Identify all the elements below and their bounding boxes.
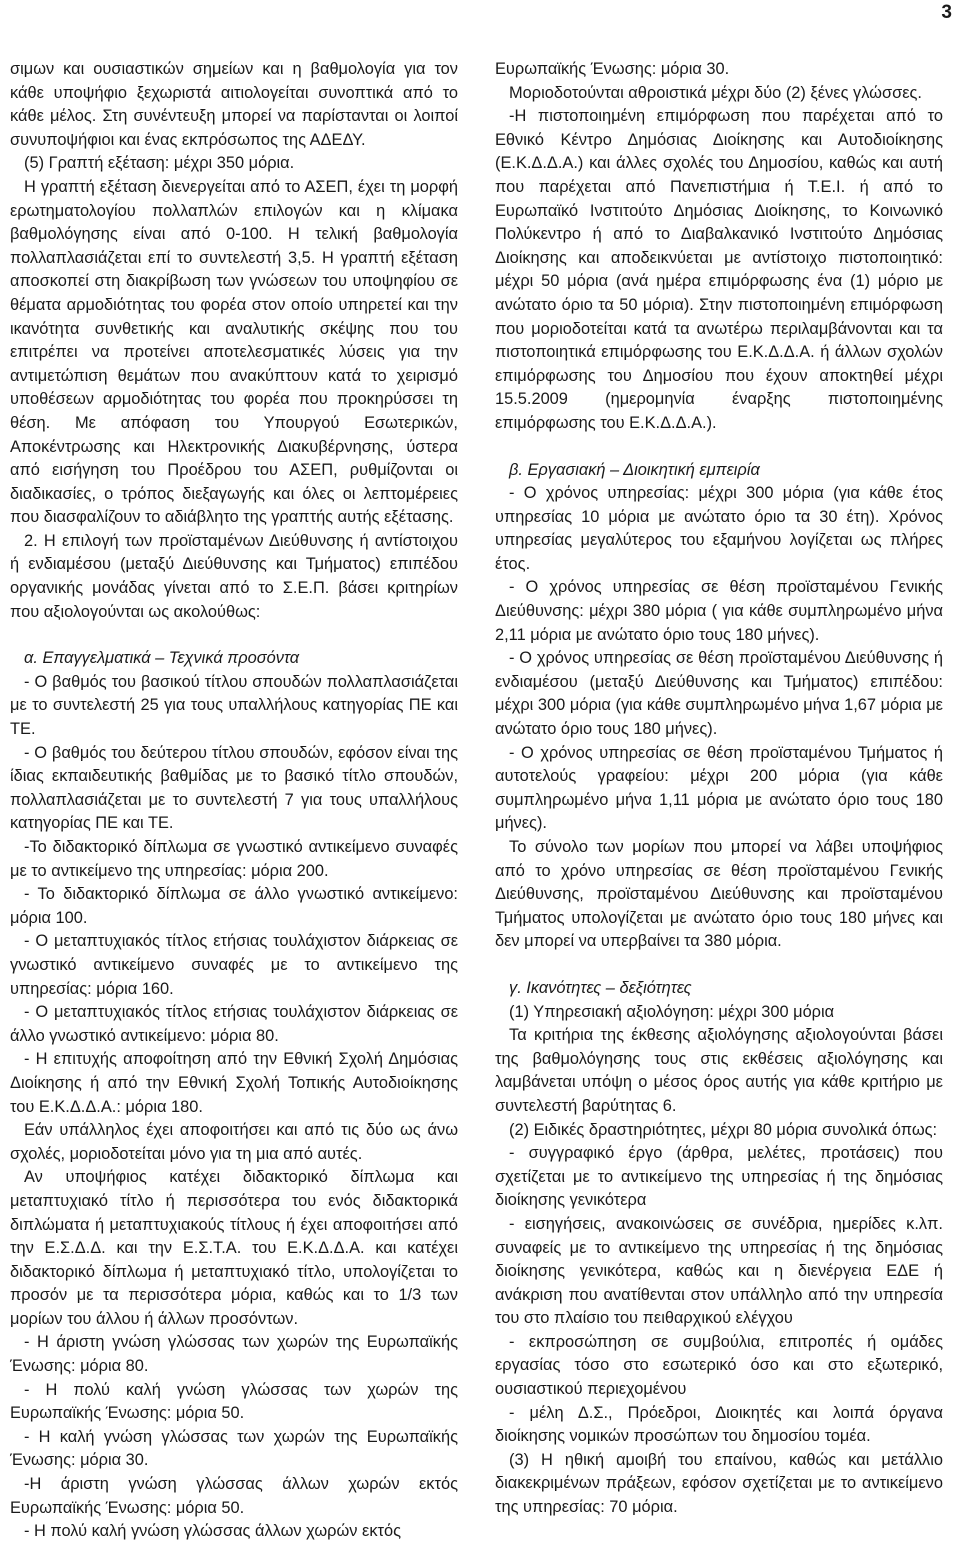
paragraph: - Ο βαθμός του βασικού τίτλου σπουδών πολλαπλασιάζεται με το συντελεστή 25 για τους υπαλλήλους κατηγορίας ΠΕ και ΤΕ. xyxy=(10,672,458,739)
paragraph: Το σύνολο των μορίων που μπορεί να λάβει υποψήφιος από το χρόνο υπηρεσίας σε θέση προϊσταμένου Γενικής Διεύθυνσης, προϊσταμένου Διεύθυνσης και προϊσταμένου Τμήματος υπολογίζεται με ανώτατο όριο τους 180 μήνες και δεν μπορεί να υπερβαίνει τα 380 μόρια. xyxy=(495,838,943,951)
paragraph: - Η πολύ καλή γνώση γλώσσας άλλων χωρών εκτός xyxy=(24,1522,401,1541)
paragraph-gap xyxy=(495,436,943,459)
paragraph: Τα κριτήρια της έκθεσης αξιολόγησης αξιολογούνται βάσει της βαθμολόγησης τους στις εκθέσεις αξιολόγησης και λαμβάνεται υπόψη ο μέσος όρος αυτής για κάθε κριτήριο με συντελεστή βαρύτητας 6. xyxy=(495,1026,943,1115)
paragraph: Ευρωπαϊκής Ένωσης: μόρια 30. xyxy=(495,60,730,78)
paragraph: - Ο χρόνος υπηρεσίας σε θέση προϊσταμένου Διεύθυνσης ή ενδιαμέσου (μεταξύ Διεύθυνσης και Τμήματος) επιπέδου: μέχρι 300 μόρια (για κάθε συμπληρωμένο μήνα 1,67 μόρια με ανώτατο όριο τους 180 μήνες). xyxy=(495,649,943,739)
section-heading: γ. Ικανότητες – δεξιότητες xyxy=(509,978,692,997)
paragraph: - Ο χρόνος υπηρεσίας σε θέση προϊσταμένου Τμήματος ή αυτοτελούς γραφείου: μέχρι 200 μόρια (για κάθε συμπληρωμένο μήνα 1,11 μόρια με ανώτατο όριο τους 180 μήνες). xyxy=(495,743,943,833)
paragraph: - Ο χρόνος υπηρεσίας: μέχρι 300 μόρια (για κάθε έτος υπηρεσίας 10 μόρια με ανώτατο όριο τα 30 έτη). Χρόνος υπηρεσίας μεγαλύτερος του εξαμήνου λογίζεται ως πλήρες έτος. xyxy=(495,484,943,573)
section-heading: α. Επαγγελματικά – Τεχνικά προσόντα xyxy=(24,649,300,668)
paragraph: Μοριοδοτούνται αθροιστικά μέχρι δύο (2) ξένες γλώσσες. xyxy=(509,83,922,102)
paragraph: - Ο χρόνος υπηρεσίας σε θέση προϊσταμένου Γενικής Διεύθυνσης: μέχρι 380 μόρια ( για κάθε συμπληρωμένο μήνα 2,11 μόρια με ανώτατο όριο τους 180 μήνες). xyxy=(495,578,943,644)
paragraph-gap xyxy=(495,954,943,977)
paragraph: (2) Ειδικές δραστηριότητες, μέχρι 80 μόρια συνολικά όπως: xyxy=(509,1120,938,1139)
paragraph: - Το διδακτορικό δίπλωμα σε άλλο γνωστικό αντικείμενο: μόρια 100. xyxy=(10,885,458,927)
right-column xyxy=(495,58,943,1520)
paragraph: - Ο μεταπτυχιακός τίτλος ετήσιας τουλάχιστον διάρκειας σε άλλο γνωστικό αντικείμενο: μόρια 80. xyxy=(10,1003,458,1045)
paragraph: - Ο βαθμός του δεύτερου τίτλου σπουδών, εφόσον είναι της ίδιας εκπαιδευτικής βαθμίδας με το βασικό τίτλο σπουδών, πολλαπλασιάζεται με το συντελεστή 7 για τους υπαλλήλους κατηγορίας ΠΕ και ΤΕ. xyxy=(10,743,458,833)
paragraph: σιμων και ουσιαστικών σημείων και η βαθμολογία για τον κάθε υποψήφιο ξεχωριστά αιτιολογείται συνοπτικά από το κάθε μέλος. Στη συνέντευξη μπορεί να παρίστανται οι λοιποί συνυποψήφιοι και ένας εκπρόσωπος της ΑΔΕΔΥ. xyxy=(10,60,458,149)
paragraph: - μέλη Δ.Σ., Πρόεδροι, Διοικητές και λοιπά όργανα διοίκησης νομικών προσώπων του δημοσίου τομέα. xyxy=(495,1403,943,1446)
paragraph: - Η καλή γνώση γλώσσας των χωρών της Ευρωπαϊκής Ένωσης: μόρια 30. xyxy=(10,1427,458,1470)
page-number: 3 xyxy=(941,2,952,23)
paragraph: - Η άριστη γνώση γλώσσας των χωρών της Ευρωπαϊκής Ένωσης: μόρια 80. xyxy=(10,1333,458,1376)
paragraph: - συγγραφικό έργο (άρθρα, μελέτες, προτάσεις) που σχετίζεται με το αντικείμενο της υπηρεσίας ή της δημόσιας διοίκησης γενικότερα xyxy=(495,1144,943,1210)
paragraph: - εκπροσώπηση σε συμβούλια, επιτροπές ή ομάδες εργασίας τόσο στο εσωτερικό όσο και στο εξωτερικό, ουσιαστικού περιεχομένου xyxy=(495,1332,943,1399)
section-heading: β. Εργασιακή – Διοικητική εμπειρία xyxy=(509,460,760,479)
paragraph: (3) Η ηθική αμοιβή του επαίνου, καθώς και μετάλλιο διακεκριμένων πράξεων, εφόσον σχετίζεται με το αντικείμενο της υπηρεσίας: 70 μόρια. xyxy=(495,1450,943,1517)
paragraph: 2. Η επιλογή των προϊσταμένων Διεύθυνσης ή αντίστοιχου ή ενδιαμέσου (μεταξύ Διεύθυνσης και Τμήματος) επιπέδου οργανικής μονάδας γίνεται από το Σ.Ε.Π. βάσει κριτηρίων που αξιολογούνται ως ακολούθως: xyxy=(10,531,458,621)
left-column xyxy=(10,58,458,1544)
paragraph: Η γραπτή εξέταση διενεργείται από το ΑΣΕΠ, έχει τη μορφή ερωτηματολογίου πολλαπλών επιλογών και η κλίμακα βαθμολόγησης είναι από 0-100. Η τελική βαθμολογία πολλαπλασιάζεται επί το συντελεστή 3,5. Η γραπτή εξέταση αποσκοπεί στη διακρίβωση των γνώσεων του υποψηφίου σε θέματα αρμοδιότητας του φορέα στον οποίο υπηρετεί και την ικανότητα συνθετικής και αναλυτικής σκέψης που του επιτρέπει να προτείνει αποτελεσματικές λύσεις για την αντιμετώπιση θεμάτων που ανακύπτουν κατά το χειρισμό υποθέσεων αρμοδιότητας του φορέα που προκηρύσσει τη θέση. Με απόφαση του Υπουργού Εσωτερικών, Αποκέντρωσης και Ηλεκτρονικής Διακυβέρνησης, ύστερα από εισήγηση του Προέδρου του ΑΣΕΠ, ρυθμίζονται οι διαδικασίες, ο τρόπος διεξαγωγής και όλες οι λεπτομέρειες που διασφαλίζουν το αδιάβλητο της γραπτής αυτής εξέτασης. xyxy=(10,177,458,527)
paragraph: (5) Γραπτή εξέταση: μέχρι 350 μόρια. xyxy=(24,154,295,173)
paragraph: -Το διδακτορικό δίπλωμα σε γνωστικό αντικείμενο συναφές με το αντικείμενο της υπηρεσίας: μόρια 200. xyxy=(10,838,458,880)
paragraph: - Η επιτυχής αποφοίτηση από την Εθνική Σχολή Δημόσιας Διοίκησης ή από την Εθνική Σχολή Τοπικής Αυτοδιοίκησης του Ε.Κ.Δ.Δ.Α.: μόρια 180. xyxy=(10,1050,458,1116)
paragraph: - εισηγήσεις, ανακοινώσεις σε συνέδρια, ημερίδες κ.λπ. συναφείς με το αντικείμενο της υπηρεσίας ή της δημόσιας διοίκησης γενικότερα, καθώς και η διενέργεια ΕΔΕ ή ανάκριση που ανατίθενται στον υπάλληλο από την υπηρεσία του στο πλαίσιο του πειθαρχικού ελέγχου xyxy=(495,1214,943,1328)
paragraph: -Η άριστη γνώση γλώσσας άλλων χωρών εκτός Ευρωπαϊκής Ένωσης: μόρια 50. xyxy=(10,1475,458,1517)
paragraph: - Η πολύ καλή γνώση γλώσσας των χωρών της Ευρωπαϊκής Ένωσης: μόρια 50. xyxy=(10,1380,458,1423)
paragraph: Αν υποψήφιος κατέχει διδακτορικό δίπλωμα και μεταπτυχιακό τίτλο ή περισσότερα του ενός διδακτορικά διπλώματα ή μεταπτυχιακούς τίτλους ή έχει αποφοιτήσει από την Ε.Σ.Δ.Δ. και την Ε.Σ.Τ.Α. του Ε.Κ.Δ.Δ.Α. και κατέχει διδακτορικό δίπλωμα ή μεταπτυχιακό τίτλο, υπολογίζεται το προσόν με τα περισσότερα μόρια, καθώς και το 1/3 των μορίων του άλλου ή άλλων προσόντων. xyxy=(10,1168,458,1328)
paragraph: - Ο μεταπτυχιακός τίτλος ετήσιας τουλάχιστον διάρκειας σε γνωστικό αντικείμενο συναφές με το αντικείμενο της υπηρεσίας: μόρια 160. xyxy=(10,932,458,998)
paragraph: Εάν υπάλληλος έχει αποφοιτήσει και από τις δύο ως άνω σχολές, μοριοδοτείται μόνο για τη μια από αυτές. xyxy=(10,1121,458,1163)
paragraph-gap xyxy=(10,624,458,647)
paragraph: -Η πιστοποιημένη επιμόρφωση που παρέχεται από το Εθνικό Κέντρο Δημόσιας Διοίκησης και Αυτοδιοίκησης (Ε.Κ.Δ.Δ.Α.) και άλλες σχολές του Δημοσίου, καθώς και αυτή που παρέχεται από Πανεπιστήμια ή Τ.Ε.Ι. ή από το Ευρωπαϊκό Ινστιτούτο Δημόσιας Διοίκησης, το Κοινωνικό Πολύκεντρο ή από το Διαβαλκανικό Ινστιτούτο Δημόσιας Διοίκησης και αποδεικνύεται με αντίστοιχο πιστοποιητικό: μέχρι 50 μόρια (ανά ημέρα επιμόρφωσης ένα (1) μόριο με ανώτατο όριο τα 50 μόρια). Στην πιστοποιημένη επιμόρφωση που μοριοδοτείται κατά τα ανωτέρω περιλαμβάνονται και τα πιστοποιητικά επιμόρφωσης του Ε.Κ.Δ.Δ.Α. ή άλλων σχολών επιμόρφωσης του Δημοσίου που έχουν αποκτηθεί μέχρι 15.5.2009 (ημερομηνία έναρξης πιστοποιημένης επιμόρφωσης του Ε.Κ.Δ.Δ.Α.). xyxy=(495,107,943,432)
paragraph: (1) Υπηρεσιακή αξιολόγηση: μέχρι 300 μόρια xyxy=(509,1002,835,1021)
